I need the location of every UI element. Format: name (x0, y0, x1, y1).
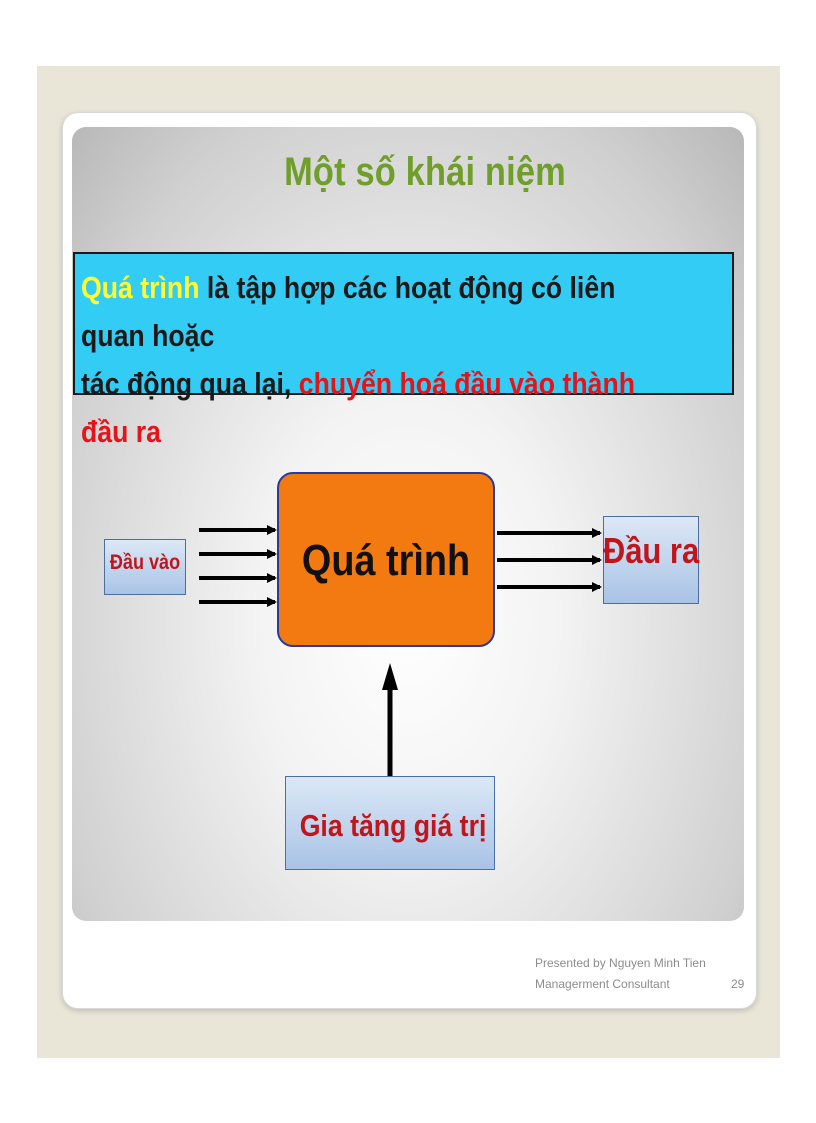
process-label: Quá trình (301, 536, 471, 585)
footer-role: Managerment Consultant (535, 977, 670, 991)
value-added-label: Gia tăng giá trị (299, 808, 487, 843)
input-label: Đầu vào (109, 551, 181, 574)
footer-presenter: Presented by Nguyen Minh Tien (535, 956, 706, 970)
page-number: 29 (731, 977, 745, 991)
definition-part1: là tập hợp các hoạt động có liên quan hoặc (81, 270, 616, 353)
definition-part2: tác động qua lại, (81, 366, 299, 401)
value-arrowhead (382, 663, 398, 690)
output-label: Đầu ra (602, 530, 700, 571)
input-arrows (199, 530, 275, 602)
definition-term: Quá trình (81, 270, 200, 305)
slide-title: Một số khái niệm (284, 150, 566, 194)
definition-highlight: chuyển hoá đầu vào thành đầu ra (81, 366, 636, 449)
output-arrows (497, 533, 600, 587)
